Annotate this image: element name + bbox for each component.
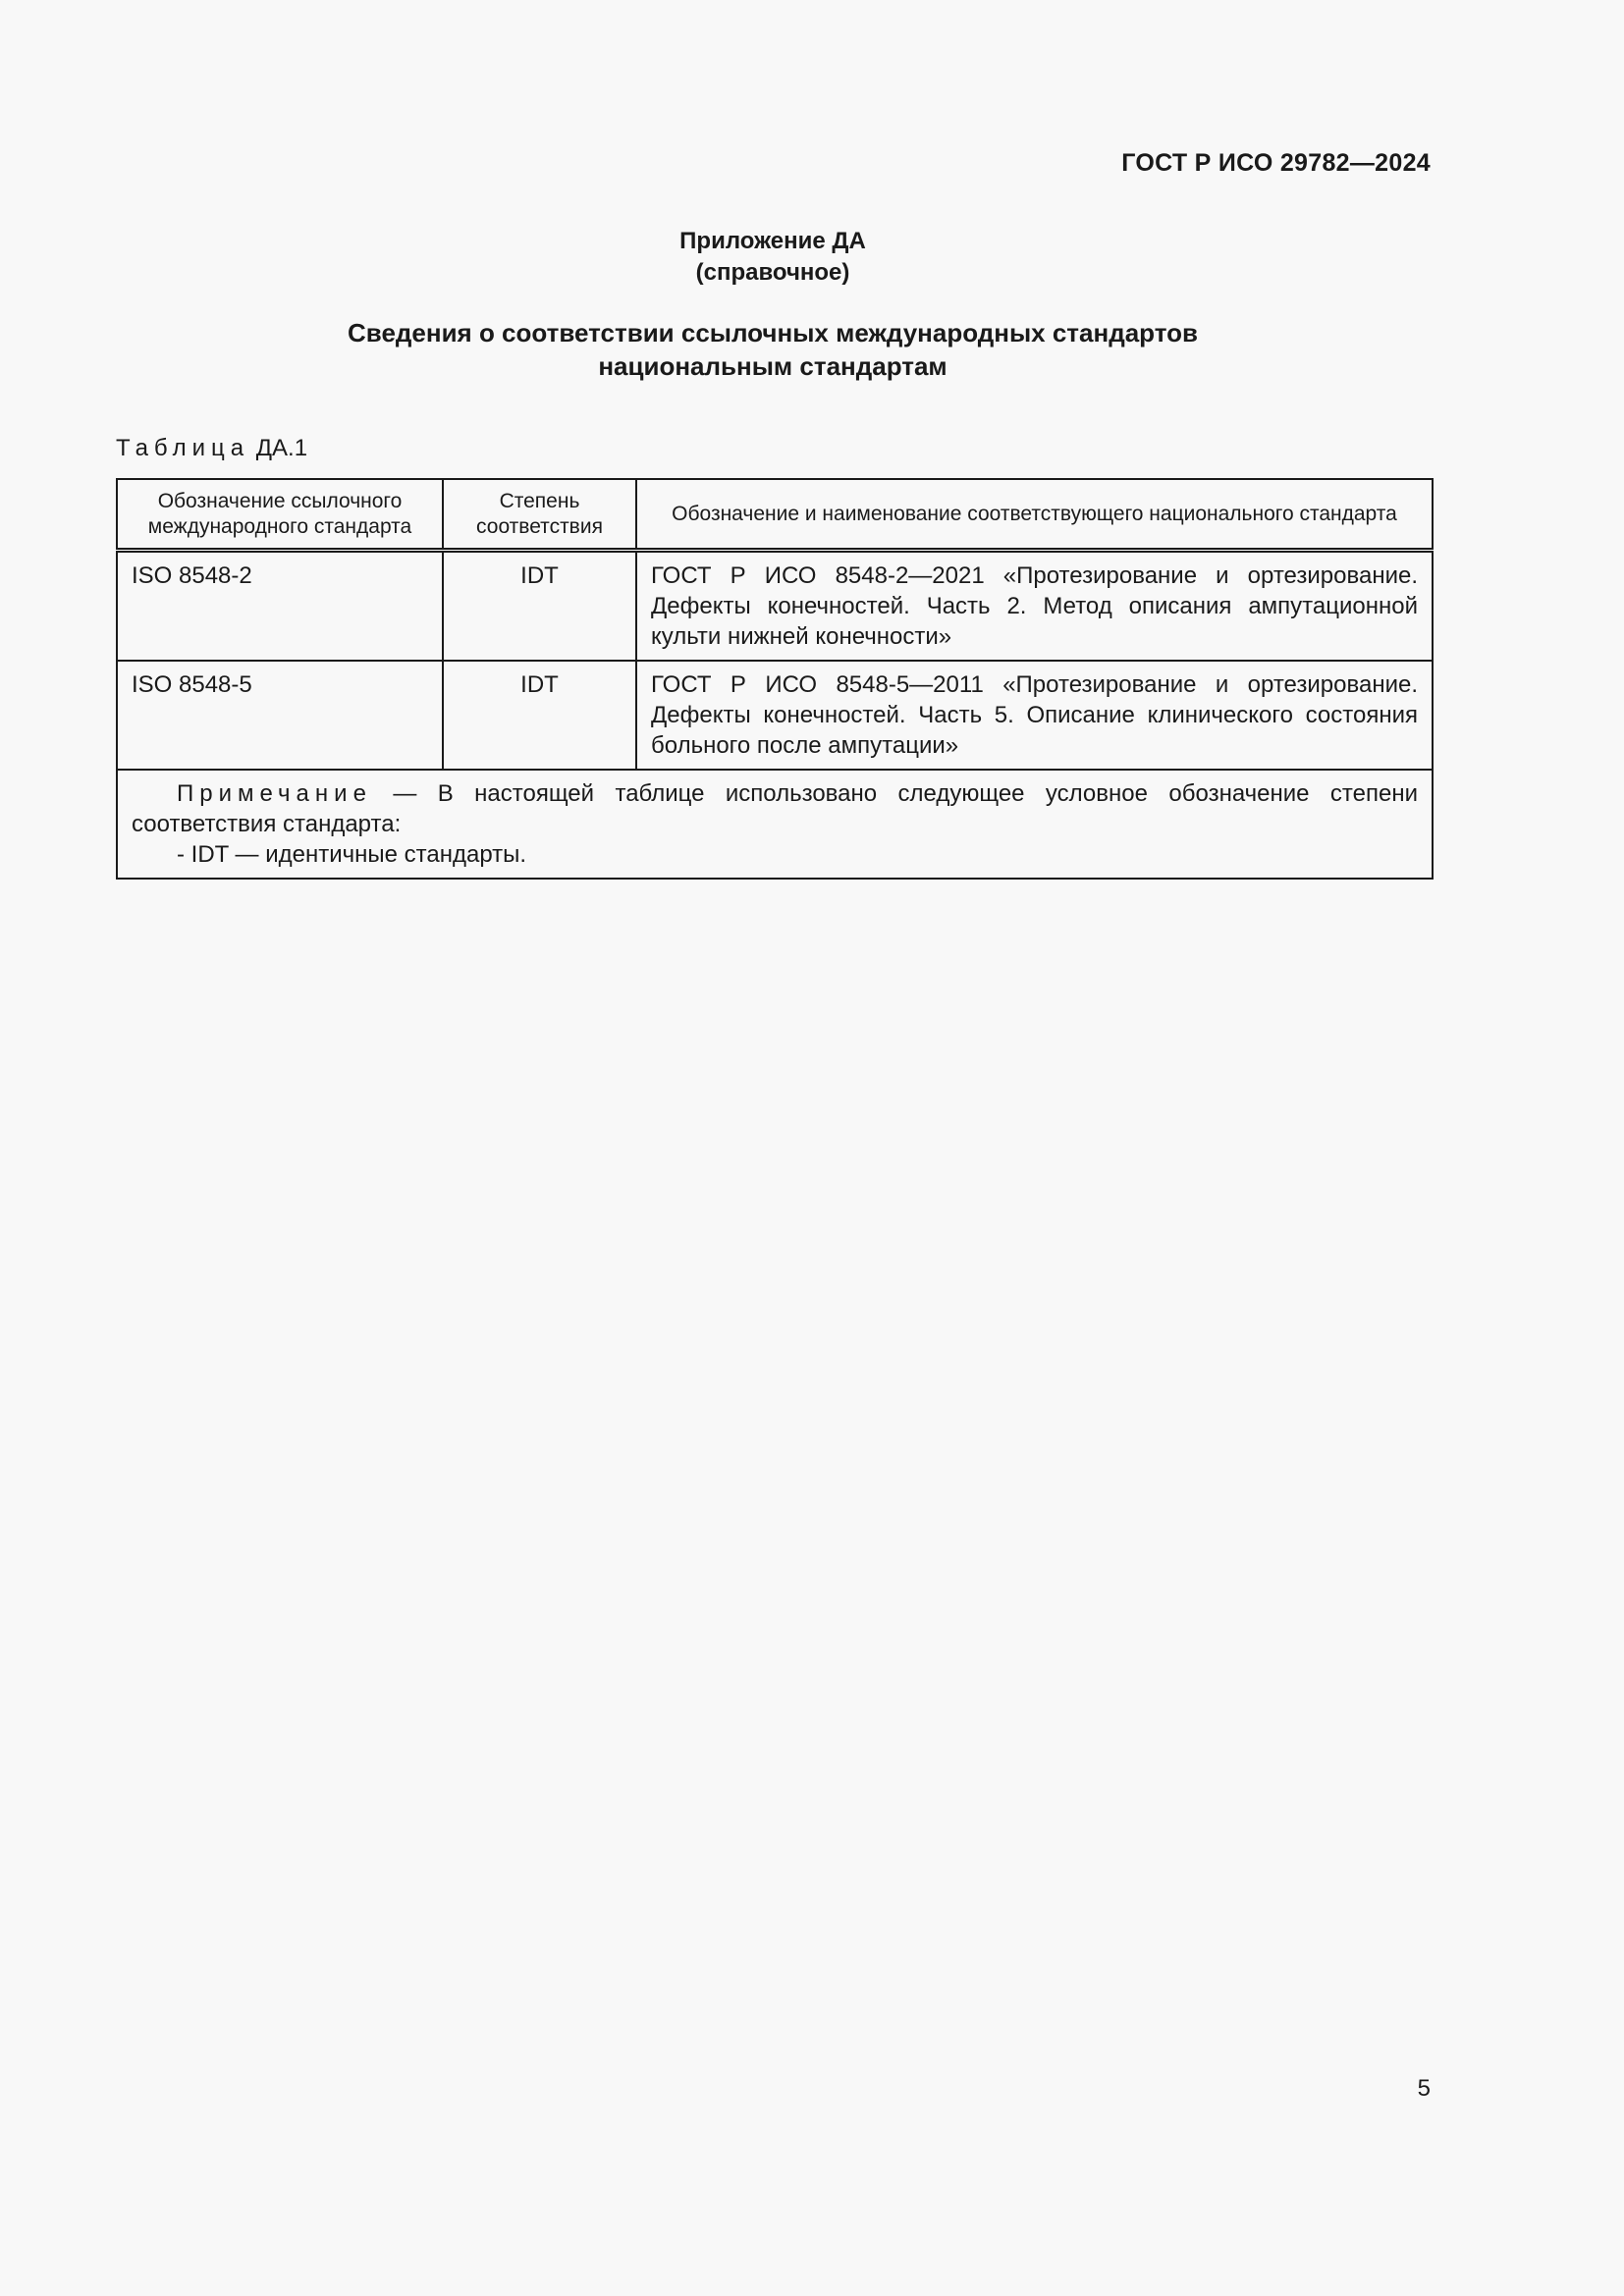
table-header-row [117,479,1433,551]
cell-degree: IDT [443,661,636,770]
header-degree: Степень соответствия [443,479,636,551]
table-note-row [117,770,1433,879]
standards-table [116,478,1434,880]
header-national-standard: Обозначение и наименование соответствующего национального стандарта [636,479,1433,551]
table-note [117,770,1433,879]
appendix-title: Приложение ДА [679,228,866,254]
note-paragraph [132,778,1418,839]
appendix-type: (справочное) [695,259,850,286]
note-text: — В настоящей таблице использовано следующее условное обозначение степени соответствия стандарта: [132,780,1418,837]
table-caption [116,435,307,462]
table-caption-word: Таблица [116,435,250,461]
cell-national-standard: ГОСТ Р ИСО 8548-5—2011 «Протезирование и ортезирование. Дефекты конечностей. Часть 5. Описание клинического состояния больного после ампутации» [636,661,1433,770]
cell-national-standard: ГОСТ Р ИСО 8548-2—2021 «Протезирование и ортезирование. Дефекты конечностей. Часть 2. Метод описания ампутационной культи нижней конечности» [636,551,1433,662]
cell-ref-standard: ISO 8548-2 [117,551,443,662]
header-ref-standard: Обозначение ссылочного международного стандарта [117,479,443,551]
cell-degree: IDT [443,551,636,662]
cell-ref-standard: ISO 8548-5 [117,661,443,770]
note-list-item: - IDT — идентичные стандарты. [177,841,527,868]
table-row [117,551,1433,662]
table-row [117,661,1433,770]
table-caption-id: ДА.1 [255,435,308,461]
note-label: Примечание [177,780,372,807]
appendix-header [0,226,1545,289]
section-heading [0,316,1545,383]
heading-line-1: Сведения о соответствии ссылочных международных стандартов [348,318,1198,347]
heading-line-2: национальным стандартам [598,351,947,381]
page-number: 5 [1417,2075,1431,2102]
document-code: ГОСТ Р ИСО 29782—2024 [1121,149,1431,177]
